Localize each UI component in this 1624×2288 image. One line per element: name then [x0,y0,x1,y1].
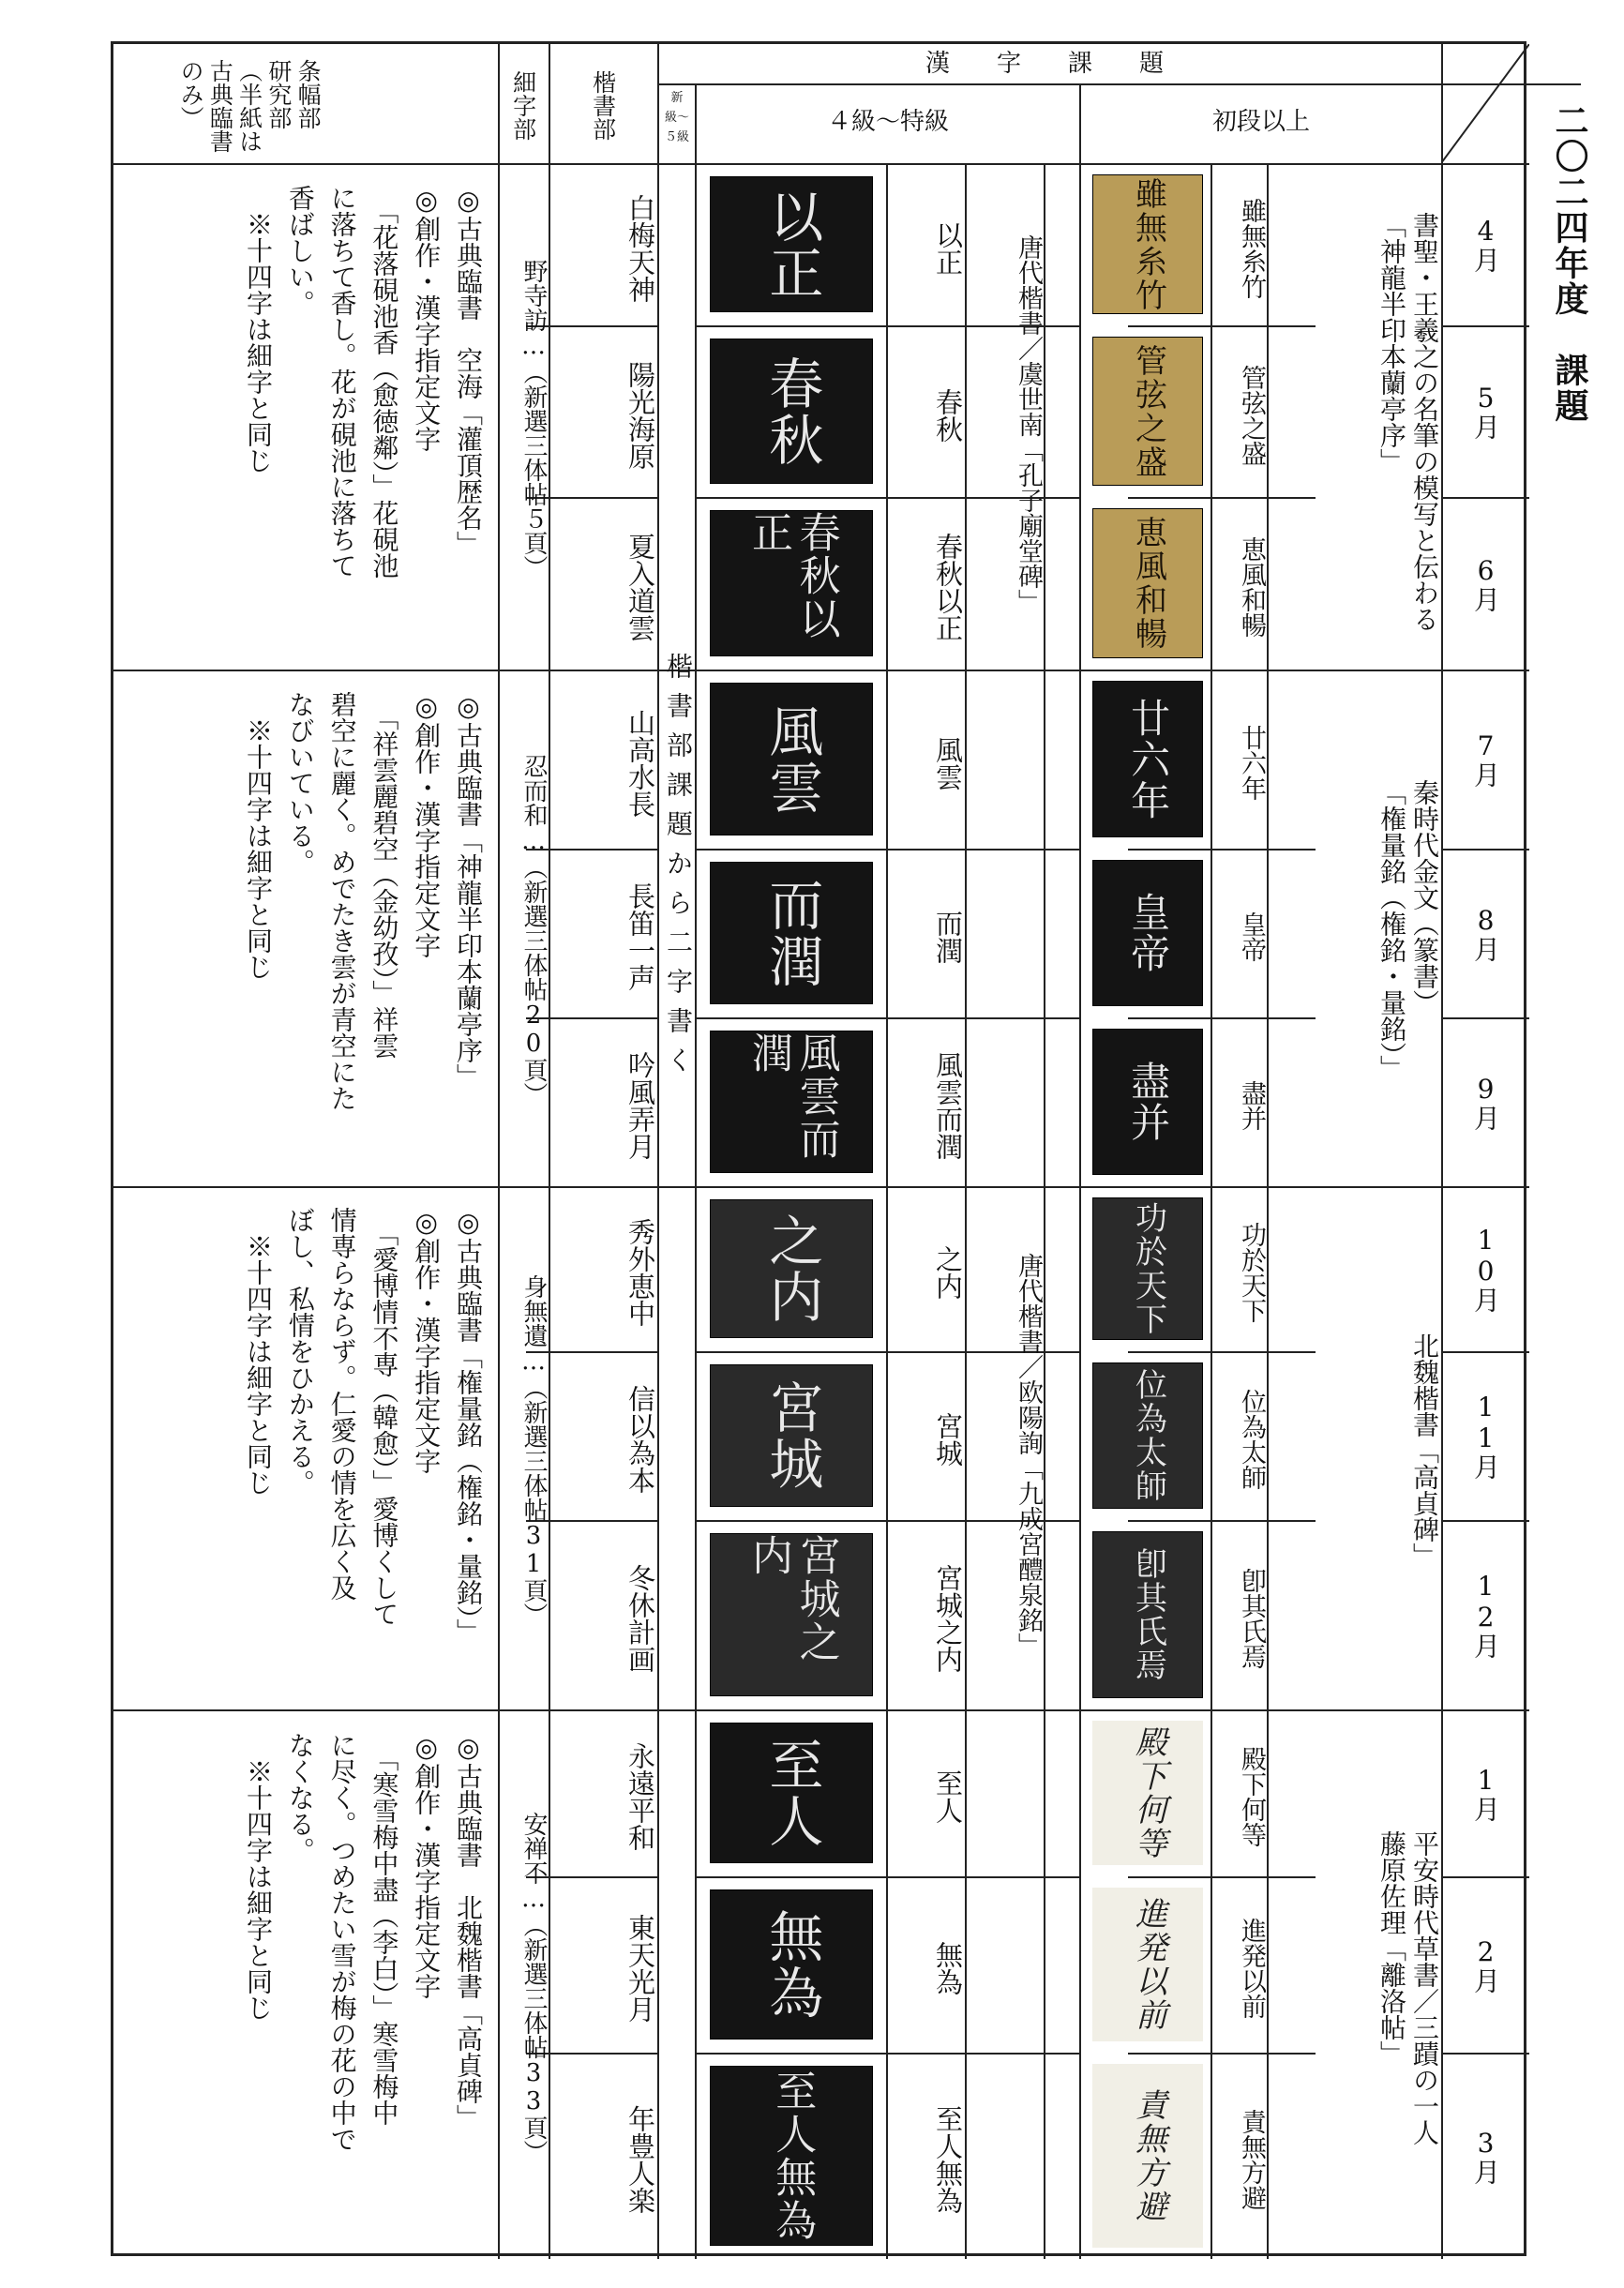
kyu4-reference-image [710,683,873,835]
jofuku-q4: ◎古典臨書 北魏楷書「高貞碑」 ◎創作・漢字指定文字 「寒雪梅中盡（李白）」寒雪梅中 に尽く。つめたい雪が梅の花の中で なくなる。 ※十四字は細字と同じ [243,1732,484,2152]
kyu4-item: 風雲 [932,735,964,790]
col-divider [1044,163,1045,2259]
month-label: 9月 [1470,1073,1501,1131]
jofuku-q1: ◎古典臨書 空海「灌頂歴名」 ◎創作・漢字指定文字 「花落硯池香（愈徳鄰）」花硯池 に落ちて香し。花が硯池に落ちて 香ばしい。 ※十四字は細字と同じ [243,185,484,579]
shodan-reference-image [1092,1721,1203,1865]
kyu4-reference-image [710,862,873,1004]
shodan-reference-text: 責無方避 [1129,2088,1167,2223]
kyu4-source-q1: 唐代楷書／虞世南「孔子廟堂碑」 [1014,233,1043,614]
kyu4-reference-image [710,1723,873,1863]
jofuku-q2: ◎古典臨書「神龍半印本蘭亭序」 ◎創作・漢字指定文字 「祥雲麗碧空（金幼孜）」祥雲 碧空に麗く。めでたき雲が青空にた なびいている。 ※十四字は細字と同じ [243,691,484,1111]
shodan-item: 管弦之盛 [1237,364,1266,466]
kaisho-item: 年豊人楽 [624,2105,656,2214]
kaisho-item: 秀外恵中 [624,1218,656,1327]
shodan-item: 盡并 [1237,1080,1266,1131]
kyu4-reference-image [710,1199,873,1338]
col-divider [1079,83,1081,2259]
kyu4-reference-text: 無為 [759,1908,824,2021]
header-kyu4: ４級〜特級 [826,108,949,136]
shodan-reference-image [1092,508,1203,658]
kyu4-reference-text: 春秋 [759,354,824,468]
shodan-reference-image [1092,1197,1203,1340]
kaisho-item: 吟風弄月 [624,1051,656,1160]
shodan-reference-text: 管弦之盛 [1129,343,1167,479]
shodan-item: 恵風和暢 [1237,536,1266,638]
shodan-source-q3: 北魏楷書「高貞碑」 [1409,1332,1440,1569]
kyu4-item: 宮城之内 [932,1564,964,1673]
jofuku-q3: ◎古典臨書「権量銘（権銘・量銘）」 ◎創作・漢字指定文字 「愛博情不専（韓愈）」愛博くして 情専らならず。仁愛の情を広く及 ぼし、私情をひかえる。 ※十四字は細字と同じ [243,1207,484,1645]
kyu4-reference-image [710,339,873,484]
shodan-reference-text: 恵風和暢 [1129,516,1167,651]
kyu4-reference-text: 風雲 [759,702,824,816]
kyu4-item: 風雲而潤 [932,1051,964,1160]
diagonal-corner-line [1441,44,1529,163]
kaisho-item: 冬休計画 [624,1564,656,1673]
month-label: 6月 [1470,554,1501,612]
kyu4-reference-image [710,176,873,312]
kyu4-item: 無為 [932,1941,964,1995]
month-label: 1月 [1470,1764,1501,1822]
kyu4-item: 至人 [932,1769,964,1824]
kyu4-reference-image [710,2066,873,2246]
kyu4-reference-text: 春秋以正 [744,511,840,640]
shodan-item: 功於天下 [1237,1222,1266,1323]
month-label: 3月 [1470,2127,1501,2185]
saiji-q2: 忍而和…（新選三体帖20頁） [519,754,548,1106]
saiji-q4: 安禅不…（新選三体帖33頁） [519,1812,548,2164]
shodan-reference-image [1092,1029,1203,1175]
saiji-q3: 身無遺…（新選三体帖31頁） [519,1274,548,1627]
kyu4-reference-text: 宮城 [759,1379,824,1492]
shodan-item: 責無方避 [1237,2109,1266,2210]
shodan-source-q2: 秦時代金文（篆書） 「権量銘（権銘・量銘）」 [1376,779,1440,1081]
col-divider [695,83,697,2259]
curriculum-table [111,41,1526,2256]
shodan-reference-image [1092,1888,1203,2041]
kaisho-item: 信以為本 [624,1385,656,1494]
shodan-reference-image [1092,1362,1203,1509]
month-label: 7月 [1470,730,1501,788]
kyu4-item: 春秋 [932,387,964,443]
kaisho-item: 夏入道雲 [624,533,656,641]
kyu4-item: 之内 [932,1245,964,1300]
kyu4-reference-image [710,1031,873,1173]
kyu4-item: 而潤 [932,910,964,964]
shodan-item: 位為太師 [1237,1389,1266,1490]
shodan-item: 進発以前 [1237,1918,1266,2019]
kyu4-reference-text: 至人 [759,1737,824,1849]
kaisho-item: 永遠平和 [624,1742,656,1851]
month-label: 11月 [1470,1392,1501,1480]
header-shinkyu: 新級〜 ５級 [664,91,689,144]
shodan-item: 廿六年 [1237,725,1266,801]
shodan-reference-text: 廿六年 [1125,697,1172,821]
header-shodan: 初段以上 [1211,108,1310,136]
kyu4-reference-text: 風雲而潤 [744,1031,840,1161]
month-label: 5月 [1470,383,1501,440]
kaisho-item: 白梅天神 [624,193,656,303]
shodan-reference-image [1092,174,1203,314]
kyu4-item: 宮城 [932,1412,964,1467]
shodan-item: 雖無糸竹 [1237,197,1266,299]
shodan-item: 皇帝 [1237,911,1266,962]
shodan-source-q1: 書聖・王羲之の名筆の模写と伝わる 「神龍半印本蘭亭序」 [1376,211,1440,632]
shinkyu-instruction: 楷書部課題から二字書く [663,653,694,1086]
shodan-reference-text: 卽其氏焉 [1129,1547,1167,1682]
header-jofuku: 条幅部 研究部 （半紙は 古典臨書 のみ） [177,58,323,153]
month-label: 4月 [1470,216,1501,273]
kyu4-source-q3: 唐代楷書／欧陽詢「九成宮醴泉銘」 [1014,1253,1043,1658]
header-kanji-group: 漢 字 課 題 [925,50,1175,78]
shodan-reference-image [1092,1531,1203,1698]
shodan-item: 卽其氏焉 [1237,1568,1266,1669]
row-divider [113,1709,1529,1711]
shodan-reference-text: 盡并 [1125,1061,1172,1143]
col-divider [1441,44,1443,2259]
shodan-reference-text: 功於天下 [1129,1201,1167,1336]
month-label: 12月 [1470,1571,1501,1659]
shodan-reference-text: 位為太師 [1129,1368,1167,1503]
shodan-item: 殿下何等 [1237,1746,1266,1847]
shodan-reference-image [1092,2064,1203,2248]
shodan-source-q4: 平安時代草書／三蹟の一人 藤原佐理「離洛帖」 [1376,1829,1440,2145]
kyu4-reference-text: 至人無為 [768,2070,817,2242]
kyu4-reference-image [710,1533,873,1696]
shodan-reference-text: 皇帝 [1125,892,1172,974]
kyu4-item: 春秋以正 [932,533,964,641]
month-label: 10月 [1470,1225,1501,1313]
kyu4-reference-image [710,1889,873,2040]
kyu4-reference-text: 宮城之内 [744,1534,840,1663]
kyu4-reference-text: 而潤 [759,877,824,989]
kyu4-reference-image [710,510,873,656]
shodan-reference-text: 進発以前 [1129,1897,1167,2032]
shodan-reference-text: 雖無糸竹 [1129,176,1167,312]
shodan-reference-image [1092,337,1203,486]
page-title: 二〇二四年度 課題 [1550,103,1588,424]
kaisho-item: 山高水長 [624,708,656,818]
month-label: 2月 [1470,1935,1501,1994]
kyu4-reference-text: 之内 [759,1212,824,1325]
header-saiji: 細字部 [509,70,537,141]
kyu4-reference-image [710,1364,873,1507]
header-kaisho: 楷書部 [589,70,617,141]
kyu4-item: 以正 [932,220,964,276]
month-label: 8月 [1470,904,1501,962]
row-divider [113,670,1529,671]
kyu4-item: 至人無為 [932,2105,964,2214]
shodan-reference-image [1092,860,1203,1006]
row-divider [113,1186,1529,1188]
header-divider [113,163,1529,165]
kaisho-item: 東天光月 [624,1914,656,2023]
saiji-q1: 野寺訪…（新選三体帖５頁） [519,259,548,580]
kyu4-reference-text: 以正 [759,188,824,301]
kaisho-item: 長笛一声 [624,882,656,991]
shodan-reference-image [1092,681,1203,837]
kaisho-item: 陽光海原 [624,360,656,470]
shodan-reference-text: 殿下何等 [1129,1725,1167,1860]
